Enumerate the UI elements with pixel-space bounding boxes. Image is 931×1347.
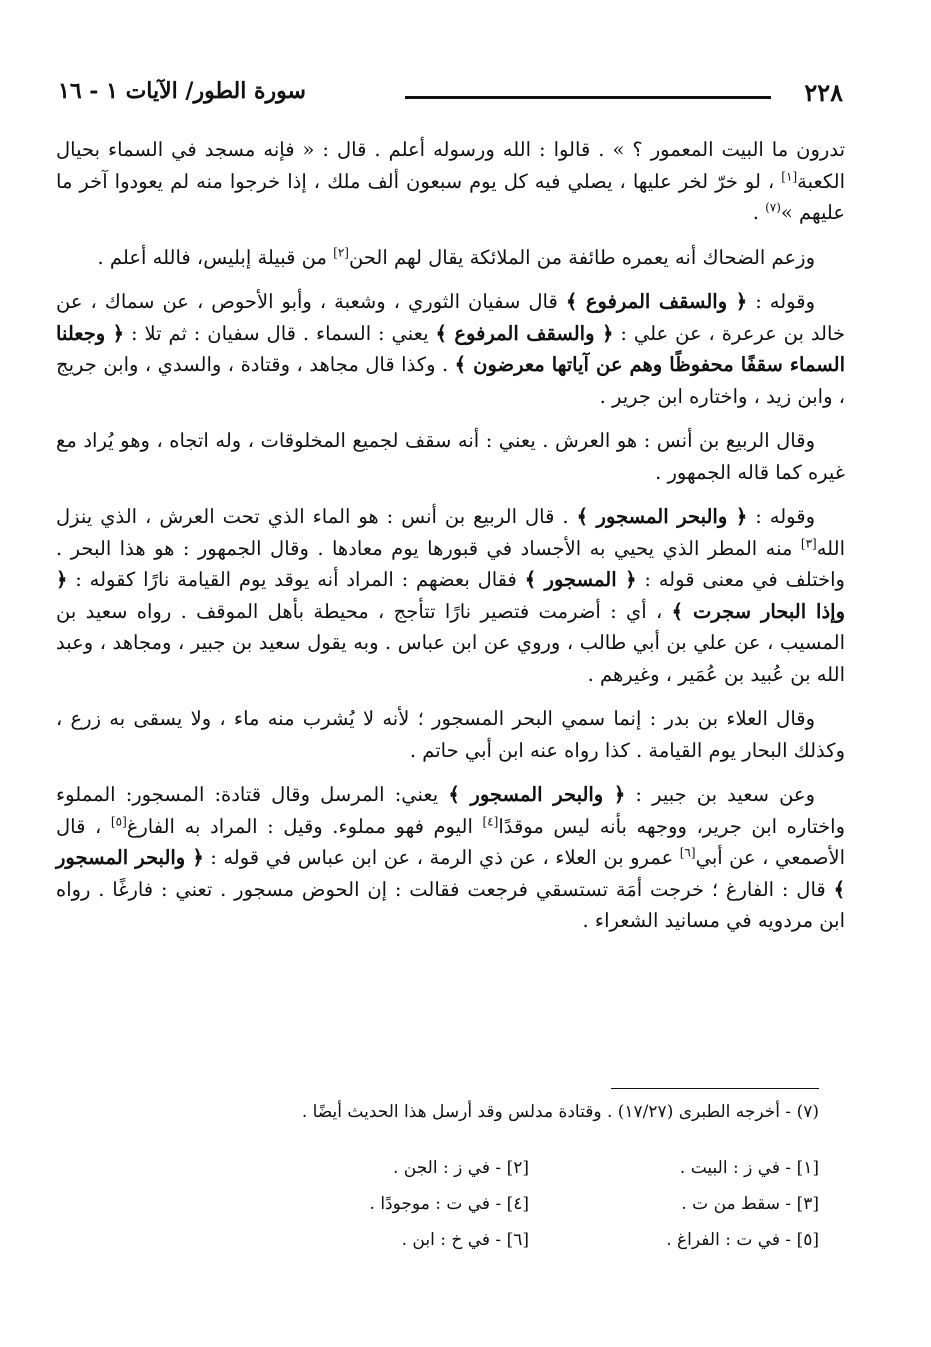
paragraph-1: تدرون ما البيت المعمور ؟ » . قالوا : الله ورسوله أعلم . قال : « فإنه مسجد في السماء بحيال الكعبة[١] ، لو خرّ لخر عليها ، يصلي فيه كل يوم سبعون ألف ملك ، إذا خرجوا منه لم يعودوا آخر ما عليهم »$^{(٧)}$ . bbox=[56, 138, 845, 224]
quran-quote: ﴿ وجعلنا السماء سقفًا محفوظًا وهم عن آياتها معرضون ﴾ bbox=[56, 321, 845, 376]
note-marker: [٥] bbox=[110, 814, 127, 828]
running-title: سورة الطور/ الآيات ١ - ١٦ bbox=[58, 78, 306, 104]
paragraph-6: وقال العلاء بن بدر : إنما سمي البحر المسجور ؛ لأنه لا يُشرب منه ماء ، ولا يسقى به زرع ، وكذلك البحار يوم القيامة . كذا رواه عنه ابن أبي حاتم . bbox=[56, 707, 845, 762]
quran-quote: ﴿ والبحر المسجور ﴾ bbox=[576, 505, 748, 528]
paragraph-3: وقوله : ﴿ والسقف المرفوع ﴾ قال سفيان الثوري ، وشعبة ، وأبو الأحوص ، عن سماك ، عن خالد بن عرعرة ، عن علي : ﴿ والسقف المرفوع ﴾ يعني : السماء . قال سفيان : ثم تلا : ﴿ وجعلنا السماء سقفًا محفوظًا وهم عن آياتها معرضون ﴾ . وكذا قال مجاهد ، وقتادة ، والسدي ، وابن جريج ، وابن زيد ، واختاره ابن جرير . bbox=[56, 290, 845, 408]
quran-quote: ﴿ والسقف المرفوع ﴾ bbox=[565, 290, 748, 313]
paragraph-5: وقوله : ﴿ والبحر المسجور ﴾ . قال الربيع بن أنس : هو الماء الذي تحت العرش ، الذي ينزل الله[٣] منه المطر الذي يحيي به الأجساد في قبورها يوم معادها . وقال الجمهور : هو هذا البحر . واختلف في معنى قوله : ﴿ المسجور ﴾ فقال بعضهم : المراد أنه يوقد يوم القيامة نارًا كقوله : ﴿ وإذا البحار سجرت ﴾ ، أي : أضرمت فتصير نارًا تتأجج ، محيطة بأهل الموقف . رواه سعيد بن المسيب ، عن علي بن أبي طالب ، وروي عن ابن عباس . وبه يقول سعيد بن جبير ، ومجاهد ، وعبد الله بن عُبيد بن عُمَير ، وغيرهم . bbox=[56, 505, 845, 686]
paragraph-7: وعن سعيد بن جبير : ﴿ والبحر المسجور ﴾ يعني: المرسل وقال قتادة: المسجور: المملوء واختاره ابن جرير، ووجهه بأنه ليس موقدًا[٤] اليوم فهو مملوء. وقيل : المراد به الفارغ[٥] ، قال الأصمعي ، عن أبي[٦] عمرو بن العلاء ، عن ذي الرمة ، عن ابن عباس في قوله : ﴿ والبحر المسجور ﴾ قال : الفارغ ؛ خرجت أمَة تستسقي فرجعت فقالت : إن الحوض مسجور . تعني : فارغًا . رواه ابن مردويه في مسانيد الشعراء . bbox=[56, 783, 845, 932]
main-text bbox=[56, 134, 845, 950]
footnote-rule bbox=[611, 1088, 819, 1089]
footnote-row bbox=[239, 1222, 819, 1258]
footnote-1: [١] - في ز : البيت . bbox=[679, 1158, 819, 1178]
footnote-6: [٦] - في خ : ابن . bbox=[401, 1230, 529, 1250]
note-marker: [٢] bbox=[333, 245, 349, 259]
paragraph-4: وقال الربيع بن أنس : هو العرش . يعني : أنه سقف لجميع المخلوقات ، وله اتجاه ، وهو يُراد مع غيره كما قاله الجمهور . bbox=[56, 429, 845, 484]
page-number: ٢٢٨ bbox=[804, 78, 843, 107]
quran-quote: ﴿ المسجور ﴾ bbox=[524, 568, 637, 591]
quran-quote: ﴿ والسقف المرفوع ﴾ bbox=[435, 321, 614, 345]
note-marker: [٣] bbox=[800, 536, 817, 550]
note-marker: (٧) bbox=[765, 200, 781, 215]
note-marker: [١] bbox=[781, 169, 798, 183]
note-marker: [٦] bbox=[679, 845, 696, 860]
quran-quote: ﴿ والبحر المسجور ﴾ bbox=[448, 783, 626, 806]
quran-quote: ﴿ والبحر المسجور ﴾ bbox=[56, 846, 845, 901]
footnote-grid bbox=[239, 1150, 819, 1258]
footnote-4: [٤] - في ت : موجودًا . bbox=[369, 1194, 529, 1214]
footnote-2: [٢] - في ز : الجن . bbox=[392, 1158, 529, 1178]
footnote-5: [٥] - في ت : الفراغ . bbox=[666, 1230, 819, 1250]
footnote-row bbox=[239, 1150, 819, 1186]
quran-quote: ﴿ وإذا البحار سجرت ﴾ bbox=[56, 568, 845, 623]
footnote-row bbox=[239, 1186, 819, 1222]
paragraph-2: وزعم الضحاك أنه يعمره طائفة من الملائكة يقال لهم الحن[٢] من قبيلة إبليس، فالله أعلم . bbox=[97, 245, 815, 269]
footnote-3: [٣] - سقط من ت . bbox=[681, 1194, 819, 1214]
page-header bbox=[58, 78, 843, 114]
header-rule bbox=[405, 96, 771, 99]
footnote-main: (٧) - أخرجه الطبرى (١٧/٢٧) . وقتادة مدلس وقد أرسل هذا الحديث أيضًا . bbox=[301, 1102, 819, 1122]
note-marker: [٤] bbox=[482, 814, 499, 828]
